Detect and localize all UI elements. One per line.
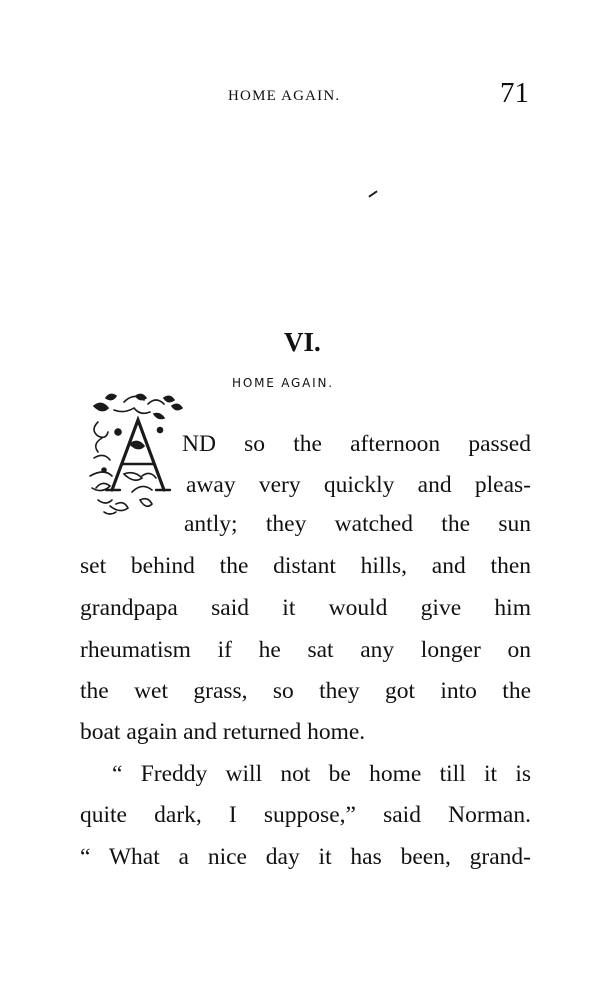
text-line-7: the wet grass, so they got into the [80, 678, 531, 704]
chapter-number: VI. [284, 327, 321, 357]
chapter-title: HOME AGAIN. [232, 376, 334, 390]
text-line-1: ND so the afternoon passed [182, 431, 531, 457]
text-line-5: grandpapa said it would give him [80, 595, 531, 621]
ink-mark [368, 190, 377, 197]
text-line-2: away very quickly and pleas- [186, 472, 531, 498]
text-line-11: “ What a nice day it has been, grand- [80, 844, 531, 870]
text-line-4: set behind the distant hills, and then [80, 553, 531, 579]
text-line-10: quite dark, I suppose,” said Norman. [80, 802, 531, 828]
page-number: 71 [500, 77, 529, 109]
text-line-3: antly; they watched the sun [184, 511, 531, 537]
text-line-6: rheumatism if he sat any longer on [80, 637, 531, 663]
text-line-9: “ Freddy will not be home till it is [112, 761, 531, 787]
ornamental-dropcap-icon [84, 392, 188, 520]
text-line-8: boat again and returned home. [80, 719, 366, 745]
running-head: HOME AGAIN. [228, 88, 341, 104]
